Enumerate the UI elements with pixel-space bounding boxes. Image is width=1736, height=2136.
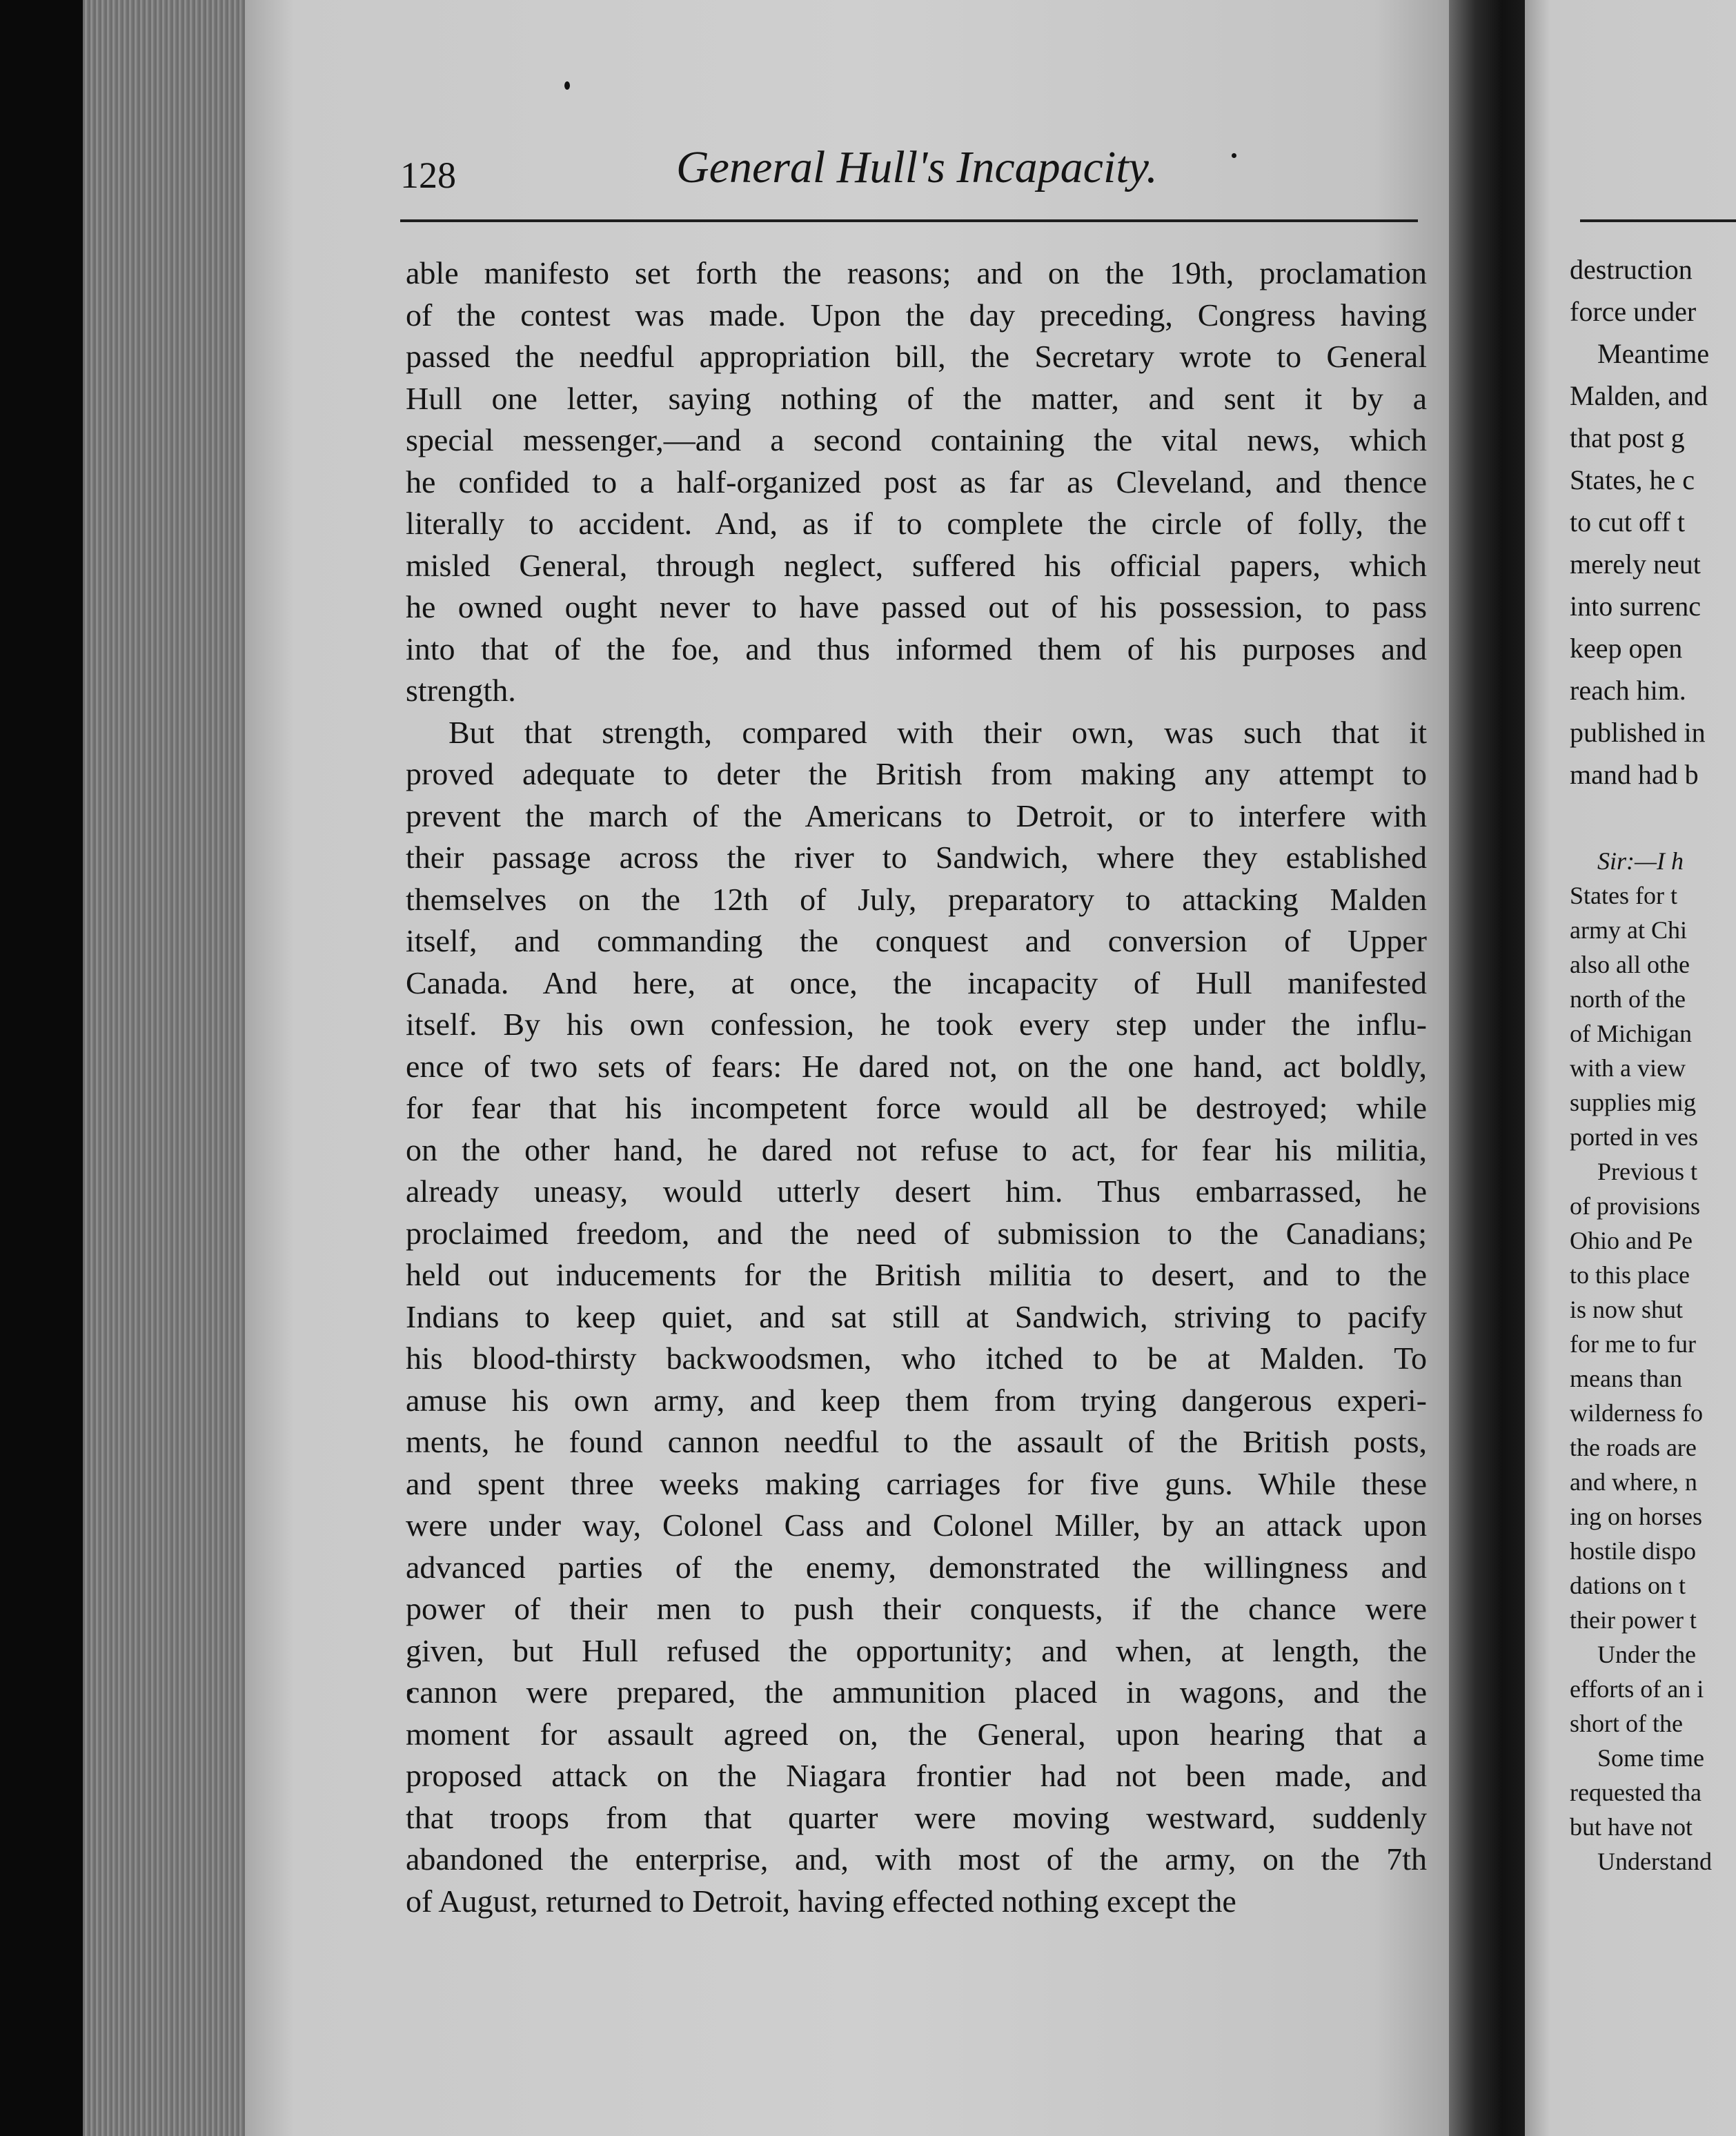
right-text-line: keep open: [1570, 633, 1683, 664]
right-text-line: published in: [1570, 717, 1706, 748]
right-text-line: to cut off t: [1570, 506, 1686, 537]
letter-gap: [1570, 795, 1736, 844]
letter-line: means than: [1570, 1365, 1682, 1392]
right-text-line: reach him.: [1570, 675, 1686, 706]
text-line: strength.: [406, 673, 516, 708]
text-line: given, but Hull refused the opportunity; and when, at length, the: [406, 1632, 1427, 1668]
ink-speck: [564, 81, 570, 90]
text-line: moment for assault agreed on, the General, upon hearing that a: [406, 1716, 1427, 1752]
letter-line: army at Chi: [1570, 916, 1687, 944]
letter-line: requested tha: [1570, 1779, 1702, 1806]
text-line: and spent three weeks making carriages for five guns. While these: [406, 1465, 1427, 1501]
letter-line: short of the: [1570, 1710, 1683, 1737]
page-header: [400, 141, 1442, 210]
letter-line: north of the: [1570, 985, 1686, 1013]
letter-line: efforts of an i: [1570, 1675, 1704, 1703]
letter-line: their power t: [1570, 1606, 1697, 1634]
scan-background-edge: [0, 0, 83, 2136]
text-line: proclaimed freedom, and the need of submission to the Canadians;: [406, 1215, 1427, 1251]
letter-line: Under the: [1597, 1641, 1696, 1668]
letter-line: ported in ves: [1570, 1123, 1698, 1151]
text-line: on the other hand, he dared not refuse to act, for fear his militia,: [406, 1131, 1427, 1167]
text-line: already uneasy, would utterly desert him. Thus embarrassed, he: [406, 1174, 1427, 1209]
right-page-header-rule: [1580, 219, 1736, 222]
text-line: special messenger,—and a second containing the vital news, which: [406, 422, 1427, 457]
text-line: their passage across the river to Sandwich, where they established: [406, 840, 1427, 875]
page-number: 128: [400, 155, 456, 196]
letter-line: Sir:—I h: [1597, 847, 1684, 875]
letter-line: dations on t: [1570, 1572, 1686, 1599]
text-line: that troops from that quarter were moving westward, suddenly: [406, 1799, 1427, 1835]
book-gutter: [1449, 0, 1525, 2136]
text-line: proposed attack on the Niagara frontier had not been made, and: [406, 1758, 1427, 1793]
text-line: Indians to keep quiet, and sat still at Sandwich, striving to pacify: [406, 1298, 1427, 1334]
letter-line: Ohio and Pe: [1570, 1227, 1693, 1254]
right-text-line: merely neut: [1570, 548, 1701, 580]
letter-line: supplies mig: [1570, 1089, 1697, 1116]
right-text-line: into surrenc: [1570, 591, 1701, 622]
text-line: ments, he found cannon needful to the assault of the British posts,: [406, 1424, 1427, 1459]
text-line: were under way, Colonel Cass and Colonel Miller, by an attack upon: [406, 1507, 1427, 1543]
letter-line: Previous t: [1597, 1158, 1698, 1185]
letter-line: also all othe: [1570, 951, 1690, 978]
text-line: themselves on the 12th of July, preparatory to attacking Malden: [406, 881, 1427, 917]
right-text-line: States, he c: [1570, 464, 1695, 495]
letter-line: ing on horses: [1570, 1503, 1702, 1530]
letter-line: is now shut: [1570, 1296, 1684, 1323]
text-line: prevent the march of the Americans to Detroit, or to interfere with: [406, 798, 1427, 833]
letter-line: but have not: [1570, 1813, 1693, 1841]
text-line: he confided to a half-organized post as far as Cleveland, and thence: [406, 464, 1427, 500]
text-line: advanced parties of the enemy, demonstrated the willingness and: [406, 1549, 1427, 1585]
letter-line: States for t: [1570, 882, 1677, 909]
text-line: But that strength, compared with their own, was such that it: [448, 714, 1427, 750]
letter-line: wilderness fo: [1570, 1399, 1703, 1427]
header-rule: [400, 219, 1418, 222]
running-title: General Hull's Incapacity.: [676, 142, 1158, 192]
text-line: he owned ought never to have passed out of his possession, to pass: [406, 589, 1427, 624]
letter-line: hostile dispo: [1570, 1537, 1697, 1565]
text-line: of August, returned to Detroit, having effected nothing except the: [406, 1883, 1236, 1919]
text-line: itself. By his own confession, he took every step under the influ-: [406, 1007, 1427, 1042]
body-text: [406, 253, 1427, 1922]
text-line: Hull one letter, saying nothing of the matter, and sent it by a: [406, 380, 1427, 416]
letter-line: and where, n: [1570, 1468, 1697, 1496]
right-text-line: Malden, and: [1570, 380, 1708, 411]
text-line: of the contest was made. Upon the day preceding, Congress having: [406, 297, 1427, 333]
text-line: ence of two sets of fears: He dared not, on the one hand, act boldly,: [406, 1048, 1427, 1084]
book-page-edges: [83, 0, 248, 2136]
text-line: passed the needful appropriation bill, the Secretary wrote to General: [406, 339, 1427, 374]
right-text-line: destruction: [1570, 254, 1693, 285]
letter-line: to this place: [1570, 1261, 1690, 1289]
text-line: cannon were prepared, the ammunition placed in wagons, and the: [406, 1674, 1427, 1710]
text-line: for fear that his incompetent force would all be destroyed; while: [406, 1090, 1427, 1125]
text-line: literally to accident. And, as if to complete the circle of folly, the: [406, 506, 1427, 541]
right-page-text: [1570, 248, 1736, 1879]
letter-line: for me to fur: [1570, 1330, 1696, 1358]
text-line: held out inducements for the British militia to desert, and to the: [406, 1257, 1427, 1292]
letter-line: of provisions: [1570, 1192, 1700, 1220]
right-text-line: Meantime: [1597, 338, 1710, 369]
letter-line: Understand: [1597, 1848, 1712, 1875]
letter-line: of Michigan: [1570, 1020, 1692, 1047]
right-text-line: force under: [1570, 296, 1697, 327]
letter-line: with a view: [1570, 1054, 1686, 1082]
text-line: into that of the foe, and thus informed them of his purposes and: [406, 631, 1427, 666]
text-line: amuse his own army, and keep them from trying dangerous experi-: [406, 1382, 1427, 1418]
right-text-line: that post g: [1570, 422, 1685, 453]
text-line: abandoned the enterprise, and, with most of the army, on the 7th: [406, 1841, 1427, 1877]
text-line: itself, and commanding the conquest and conversion of Upper: [406, 923, 1427, 958]
letter-line: the roads are: [1570, 1434, 1697, 1461]
text-line: his blood-thirsty backwoodsmen, who itched to be at Malden. To: [406, 1341, 1427, 1376]
text-line: misled General, through neglect, suffered his official papers, which: [406, 547, 1427, 583]
text-line: proved adequate to deter the British from making any attempt to: [406, 756, 1427, 791]
letter-line: Some time: [1597, 1744, 1704, 1772]
right-text-line: mand had b: [1570, 759, 1699, 790]
text-line: power of their men to push their conquests, if the chance were: [406, 1591, 1427, 1626]
text-line: Canada. And here, at once, the incapacity of Hull manifested: [406, 965, 1427, 1000]
text-line: able manifesto set forth the reasons; and on the 19th, proclamation: [406, 255, 1427, 290]
